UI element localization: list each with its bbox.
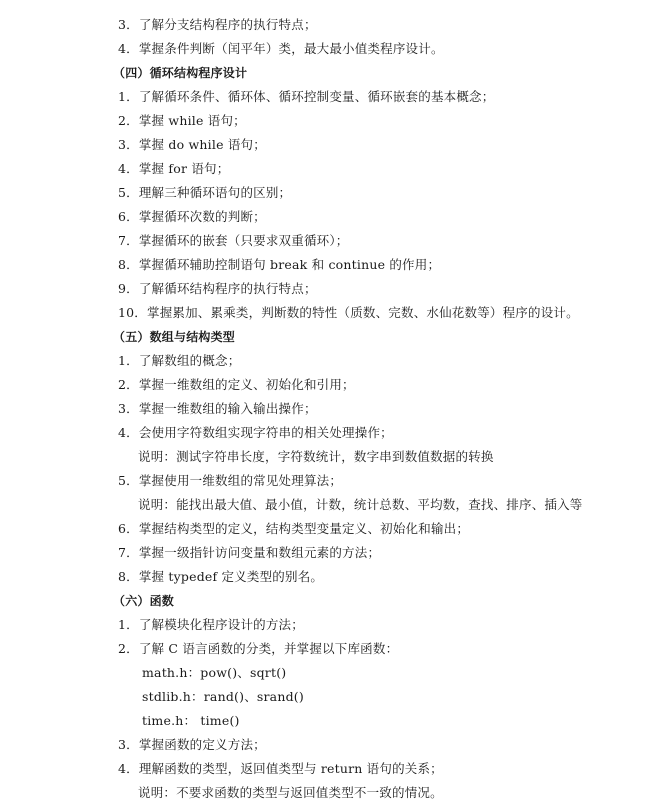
list-item: 7．掌握循环的嵌套（只要求双重循环）； [118, 233, 349, 248]
list-item: 3．掌握 do while 语句； [118, 137, 266, 152]
list-item: 4．理解函数的类型，返回值类型与 return 语句的关系； [118, 761, 443, 776]
list-item: 4．掌握 for 语句； [118, 161, 230, 176]
list-item: 9．了解循环结构程序的执行特点； [118, 281, 317, 296]
list-item: 8．掌握 typedef 定义类型的别名。 [118, 569, 324, 584]
list-item: 5．掌握使用一维数组的常见处理算法； [118, 473, 343, 488]
note-text: 说明：测试字符串长度，字符数统计，数字串到数值数据的转换 [138, 449, 494, 464]
list-item: 1．了解模块化程序设计的方法； [118, 617, 304, 632]
list-item: 5．理解三种循环语句的区别； [118, 185, 292, 200]
list-item: 3．了解分支结构程序的执行特点； [118, 17, 317, 32]
library-function-line: time.h： time() [142, 713, 240, 728]
list-item: 6．掌握循环次数的判断； [118, 209, 266, 224]
list-item: 2．了解 C 语言函数的分类，并掌握以下库函数： [118, 641, 399, 656]
list-item: 2．掌握一维数组的定义、初始化和引用； [118, 377, 355, 392]
list-item: 3．掌握一维数组的输入输出操作； [118, 401, 317, 416]
library-function-line: math.h：pow()、sqrt() [142, 665, 287, 680]
list-item: 6．掌握结构类型的定义，结构类型变量定义、初始化和输出； [118, 521, 470, 536]
list-item: 4．会使用字符数组实现字符串的相关处理操作； [118, 425, 393, 440]
library-function-line: stdlib.h：rand()、srand() [142, 689, 304, 704]
note-text: 说明：不要求函数的类型与返回值类型不一致的情况。 [138, 785, 443, 800]
list-item: 1．了解数组的概念； [118, 353, 241, 368]
list-item: 8．掌握循环辅助控制语句 break 和 continue 的作用； [118, 257, 441, 272]
list-item: 7．掌握一级指针访问变量和数组元素的方法； [118, 545, 381, 560]
list-item: 3．掌握函数的定义方法； [118, 737, 266, 752]
section-heading: （五）数组与结构类型 [113, 330, 236, 344]
section-heading: （四）循环结构程序设计 [113, 66, 248, 80]
list-item: 4．掌握条件判断（闰平年）类，最大最小值类程序设计。 [118, 41, 444, 56]
note-text: 说明：能找出最大值、最小值，计数，统计总数、平均数，查找、排序、插入等 [138, 497, 583, 512]
section-heading: （六）函数 [113, 594, 175, 608]
list-item: 1．了解循环条件、循环体、循环控制变量、循环嵌套的基本概念； [118, 89, 495, 104]
list-item: 10．掌握累加、累乘类，判断数的特性（质数、完数、水仙花数等）程序的设计。 [118, 305, 579, 320]
list-item: 2．掌握 while 语句； [118, 113, 246, 128]
